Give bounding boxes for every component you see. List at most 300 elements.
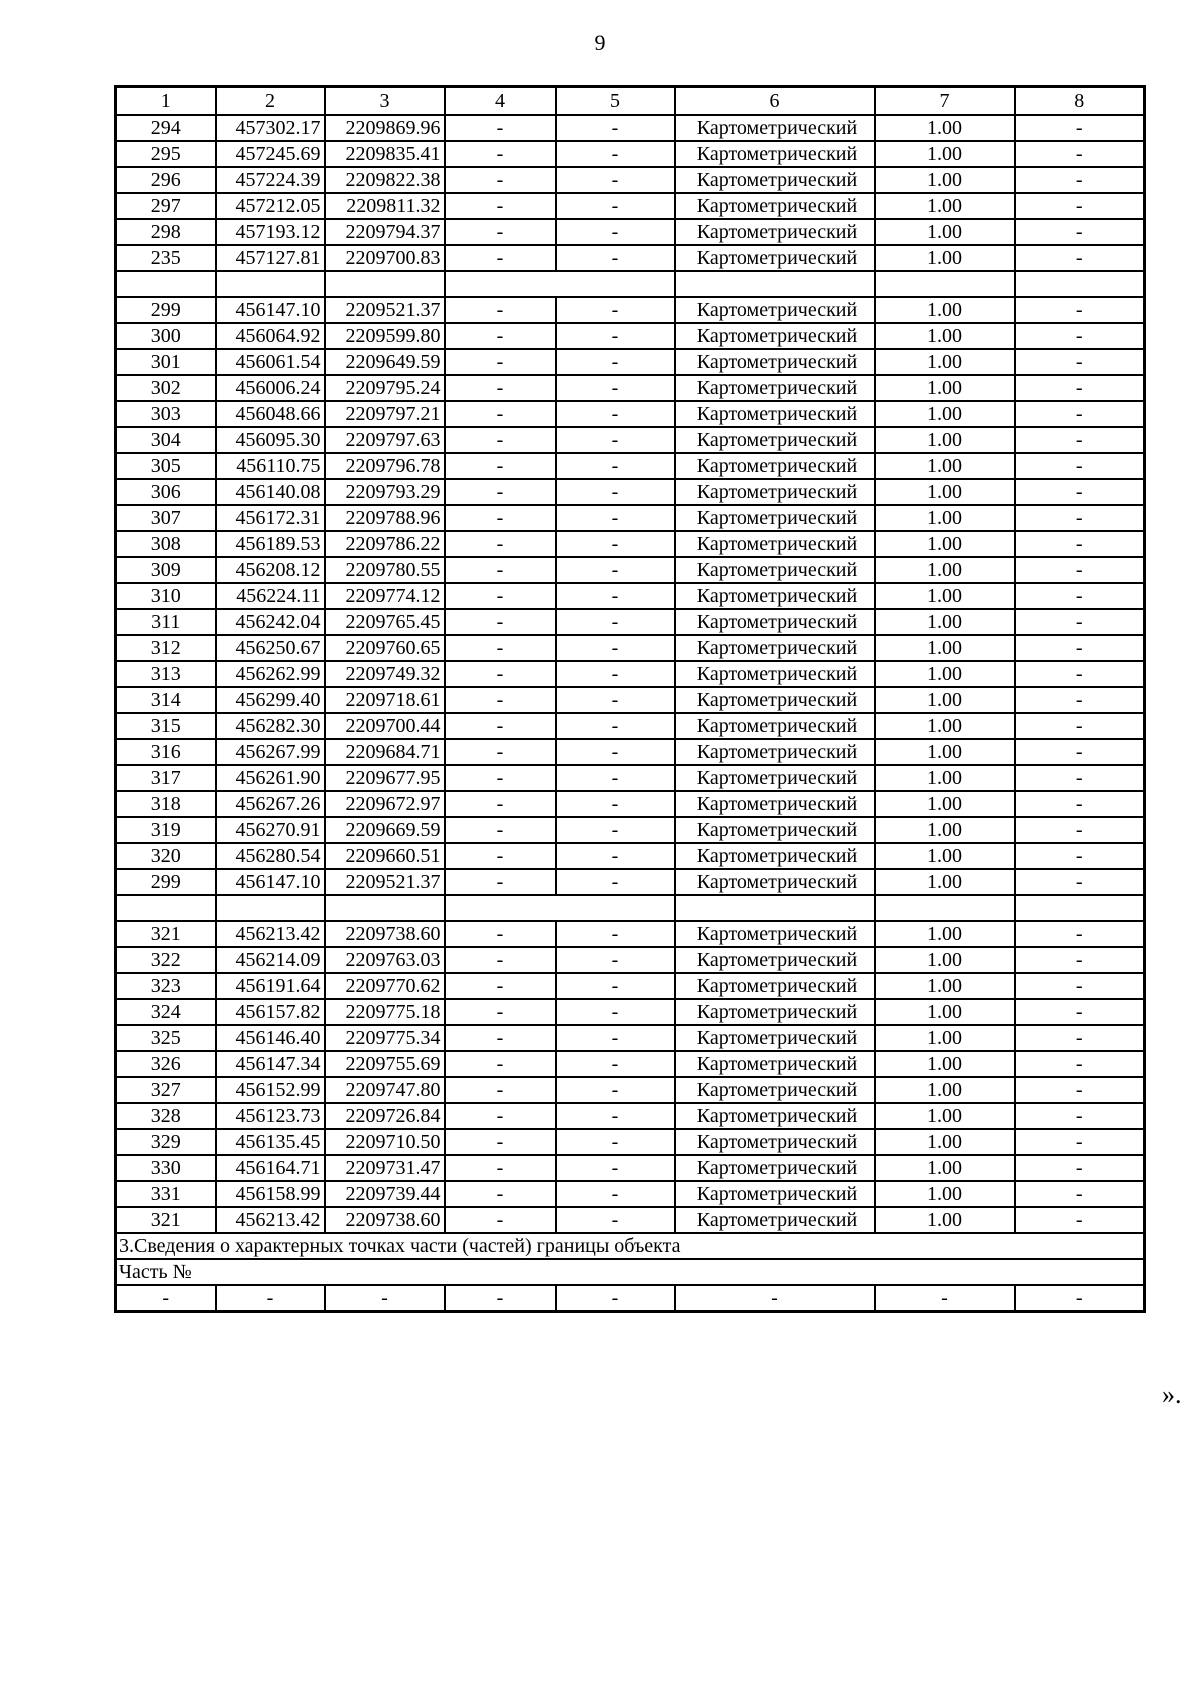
- cell-point-number: 322: [116, 947, 216, 973]
- cell-point-number: 316: [116, 739, 216, 765]
- cell-col-8: -: [1015, 141, 1145, 167]
- cell-col-4: -: [445, 1155, 556, 1181]
- cell-accuracy: 1.00: [875, 505, 1015, 531]
- cell-point-number: 329: [116, 1129, 216, 1155]
- table-row: [116, 921, 1145, 947]
- cell-accuracy: 1.00: [875, 531, 1015, 557]
- cell-col-8: -: [1015, 869, 1145, 895]
- coordinates-table: [114, 85, 1146, 1313]
- cell-accuracy: 1.00: [875, 1051, 1015, 1077]
- cell-method: Картометрический: [675, 557, 875, 583]
- cell-col-5: -: [556, 141, 675, 167]
- cell-col-5: -: [556, 1207, 675, 1233]
- cell-col-5: -: [556, 973, 675, 999]
- table-row: [116, 1051, 1145, 1077]
- table-row: [116, 479, 1145, 505]
- cell-coord-x: 456110.75: [216, 453, 325, 479]
- cell-col-8: -: [1015, 1129, 1145, 1155]
- cell-method: Картометрический: [675, 765, 875, 791]
- table-row: [116, 141, 1145, 167]
- cell-coord-x: 456147.10: [216, 297, 325, 323]
- cell-method: Картометрический: [675, 401, 875, 427]
- cell-coord-x: 456152.99: [216, 1077, 325, 1103]
- cell-method: Картометрический: [675, 479, 875, 505]
- cell-col-5: -: [556, 505, 675, 531]
- cell-col-8: -: [1015, 557, 1145, 583]
- cell-col-5: -: [556, 1129, 675, 1155]
- cell-coord-y: 2209755.69: [325, 1051, 445, 1077]
- table-row: [116, 1129, 1145, 1155]
- cell-coord-y: 2209760.65: [325, 635, 445, 661]
- cell-col-8: -: [1015, 1181, 1145, 1207]
- column-header: 6: [675, 87, 875, 116]
- cell-coord-x: 456299.40: [216, 687, 325, 713]
- cell-col-4: -: [445, 245, 556, 271]
- cell-accuracy: 1.00: [875, 1103, 1015, 1129]
- cell-col-8: -: [1015, 531, 1145, 557]
- table-row: [116, 843, 1145, 869]
- cell-coord-y: 2209795.24: [325, 375, 445, 401]
- cell-accuracy: 1.00: [875, 375, 1015, 401]
- cell-method: Картометрический: [675, 505, 875, 531]
- cell-method: Картометрический: [675, 219, 875, 245]
- cell-col-8: -: [1015, 297, 1145, 323]
- cell-coord-x: 456164.71: [216, 1155, 325, 1181]
- cell-col-4: -: [445, 375, 556, 401]
- table-row: [116, 1103, 1145, 1129]
- section-heading-row: [116, 1233, 1145, 1259]
- cell-coord-x: 456189.53: [216, 531, 325, 557]
- cell-col-4: -: [445, 115, 556, 141]
- cell-coord-x: 456214.09: [216, 947, 325, 973]
- cell-col-5: -: [556, 167, 675, 193]
- cell-method: Картометрический: [675, 167, 875, 193]
- cell-coord-y: 2209811.32: [325, 193, 445, 219]
- cell-col-5: -: [556, 1285, 675, 1312]
- cell-col-5: -: [556, 1155, 675, 1181]
- cell-coord-y: 2209669.59: [325, 817, 445, 843]
- table-row: [116, 713, 1145, 739]
- cell-coord-x: 456191.64: [216, 973, 325, 999]
- cell-col-8: -: [1015, 167, 1145, 193]
- column-header: 2: [216, 87, 325, 116]
- cell-col-5: -: [556, 557, 675, 583]
- cell-point-number: 301: [116, 349, 216, 375]
- cell-coord-y: 2209770.62: [325, 973, 445, 999]
- cell-point-number: 323: [116, 973, 216, 999]
- cell-point-number: 320: [116, 843, 216, 869]
- table-row: [116, 349, 1145, 375]
- cell-method: Картометрический: [675, 817, 875, 843]
- cell-col-4: -: [445, 193, 556, 219]
- cell-col-5: -: [556, 1103, 675, 1129]
- cell-col-5: -: [556, 219, 675, 245]
- cell-accuracy: 1.00: [875, 479, 1015, 505]
- cell-col-5: -: [556, 609, 675, 635]
- cell-coord-x: 456224.11: [216, 583, 325, 609]
- cell-col-8: -: [1015, 245, 1145, 271]
- cell-col-8: -: [1015, 115, 1145, 141]
- empty-cell: [216, 271, 325, 297]
- cell-method: Картометрический: [675, 531, 875, 557]
- cell-point-number: 302: [116, 375, 216, 401]
- cell-method: Картометрический: [675, 687, 875, 713]
- cell-coord-y: 2209835.41: [325, 141, 445, 167]
- cell-col-5: -: [556, 1181, 675, 1207]
- cell-col-5: -: [556, 479, 675, 505]
- cell-point-number: -: [116, 1285, 216, 1312]
- table-row: [116, 947, 1145, 973]
- cell-col-5: -: [556, 427, 675, 453]
- table-row: [116, 817, 1145, 843]
- cell-point-number: 314: [116, 687, 216, 713]
- cell-col-4: -: [445, 323, 556, 349]
- cell-col-4: -: [445, 479, 556, 505]
- cell-coord-x: 456267.26: [216, 791, 325, 817]
- cell-coord-y: 2209786.22: [325, 531, 445, 557]
- cell-method: Картометрический: [675, 1155, 875, 1181]
- cell-coord-x: 456157.82: [216, 999, 325, 1025]
- cell-method: Картометрический: [675, 843, 875, 869]
- cell-coord-x: 456061.54: [216, 349, 325, 375]
- cell-accuracy: 1.00: [875, 323, 1015, 349]
- cell-col-4: -: [445, 765, 556, 791]
- cell-accuracy: 1.00: [875, 791, 1015, 817]
- cell-col-8: -: [1015, 817, 1145, 843]
- cell-method: Картометрический: [675, 999, 875, 1025]
- cell-col-8: -: [1015, 661, 1145, 687]
- cell-coord-y: 2209797.63: [325, 427, 445, 453]
- cell-coord-y: 2209521.37: [325, 869, 445, 895]
- cell-col-8: -: [1015, 791, 1145, 817]
- cell-point-number: 309: [116, 557, 216, 583]
- cell-point-number: 327: [116, 1077, 216, 1103]
- cell-method: Картометрический: [675, 323, 875, 349]
- table-row: [116, 245, 1145, 271]
- cell-col-4: -: [445, 921, 556, 947]
- empty-cell: [675, 271, 875, 297]
- cell-point-number: 303: [116, 401, 216, 427]
- empty-cell: [116, 895, 216, 921]
- table-row: [116, 1155, 1145, 1181]
- column-header: 3: [325, 87, 445, 116]
- cell-coord-x: 456172.31: [216, 505, 325, 531]
- cell-method: Картометрический: [675, 713, 875, 739]
- cell-accuracy: 1.00: [875, 401, 1015, 427]
- cell-point-number: 330: [116, 1155, 216, 1181]
- cell-col-4: -: [445, 141, 556, 167]
- cell-col-8: -: [1015, 583, 1145, 609]
- cell-col-5: -: [556, 661, 675, 687]
- cell-col-8: -: [1015, 973, 1145, 999]
- cell-col-5: -: [556, 193, 675, 219]
- column-header: 8: [1015, 87, 1145, 116]
- cell-col-8: -: [1015, 193, 1145, 219]
- cell-col-5: -: [556, 947, 675, 973]
- table-row: [116, 791, 1145, 817]
- cell-coord-x: 456135.45: [216, 1129, 325, 1155]
- cell-col-8: -: [1015, 765, 1145, 791]
- cell-accuracy: 1.00: [875, 947, 1015, 973]
- cell-point-number: 315: [116, 713, 216, 739]
- cell-accuracy: 1.00: [875, 1025, 1015, 1051]
- cell-col-4: -: [445, 167, 556, 193]
- cell-coord-x: 457193.12: [216, 219, 325, 245]
- table-row: [116, 375, 1145, 401]
- table-row: [116, 167, 1145, 193]
- cell-coord-x: 457212.05: [216, 193, 325, 219]
- cell-col-4: -: [445, 219, 556, 245]
- empty-cell: [875, 895, 1015, 921]
- cell-accuracy: 1.00: [875, 1207, 1015, 1233]
- cell-accuracy: 1.00: [875, 921, 1015, 947]
- cell-coord-x: 456208.12: [216, 557, 325, 583]
- cell-col-8: -: [1015, 687, 1145, 713]
- cell-method: Картометрический: [675, 245, 875, 271]
- cell-point-number: 331: [116, 1181, 216, 1207]
- cell-coord-x: 457302.17: [216, 115, 325, 141]
- table-row: [116, 1025, 1145, 1051]
- cell-coord-y: 2209700.44: [325, 713, 445, 739]
- cell-accuracy: 1.00: [875, 817, 1015, 843]
- cell-col-8: -: [1015, 453, 1145, 479]
- cell-accuracy: -: [875, 1285, 1015, 1312]
- cell-method: Картометрический: [675, 453, 875, 479]
- table-row: [116, 687, 1145, 713]
- cell-coord-y: 2209763.03: [325, 947, 445, 973]
- cell-point-number: 297: [116, 193, 216, 219]
- table-header-row: [116, 87, 1145, 116]
- cell-point-number: 296: [116, 167, 216, 193]
- cell-coord-y: 2209869.96: [325, 115, 445, 141]
- cell-col-8: -: [1015, 739, 1145, 765]
- table-row: [116, 609, 1145, 635]
- cell-accuracy: 1.00: [875, 765, 1015, 791]
- empty-separator-row: [116, 271, 1145, 297]
- table-row: [116, 297, 1145, 323]
- cell-coord-y: 2209796.78: [325, 453, 445, 479]
- table-row: [116, 999, 1145, 1025]
- cell-col-4: -: [445, 453, 556, 479]
- cell-coord-x: 457245.69: [216, 141, 325, 167]
- cell-point-number: 312: [116, 635, 216, 661]
- cell-col-8: -: [1015, 375, 1145, 401]
- cell-coord-y: 2209794.37: [325, 219, 445, 245]
- cell-coord-y: -: [325, 1285, 445, 1312]
- table-row: [116, 531, 1145, 557]
- cell-accuracy: 1.00: [875, 193, 1015, 219]
- table-row: [116, 557, 1145, 583]
- cell-accuracy: 1.00: [875, 557, 1015, 583]
- cell-coord-x: 456147.10: [216, 869, 325, 895]
- page-number: 9: [594, 30, 606, 55]
- cell-method: Картометрический: [675, 869, 875, 895]
- cell-coord-x: 456213.42: [216, 921, 325, 947]
- cell-col-5: -: [556, 1051, 675, 1077]
- cell-col-8: -: [1015, 843, 1145, 869]
- cell-accuracy: 1.00: [875, 661, 1015, 687]
- cell-coord-y: 2209775.18: [325, 999, 445, 1025]
- cell-col-8: -: [1015, 1077, 1145, 1103]
- cell-col-8: -: [1015, 713, 1145, 739]
- column-header: 4: [445, 87, 556, 116]
- cell-point-number: 294: [116, 115, 216, 141]
- cell-col-5: -: [556, 739, 675, 765]
- table-row: [116, 583, 1145, 609]
- cell-method: Картометрический: [675, 1181, 875, 1207]
- cell-col-5: -: [556, 453, 675, 479]
- cell-point-number: 325: [116, 1025, 216, 1051]
- table-row: [116, 219, 1145, 245]
- table-row: [116, 869, 1145, 895]
- cell-accuracy: 1.00: [875, 1129, 1015, 1155]
- cell-coord-y: 2209749.32: [325, 661, 445, 687]
- cell-col-4: -: [445, 1103, 556, 1129]
- cell-coord-y: 2209739.44: [325, 1181, 445, 1207]
- cell-coord-y: 2209726.84: [325, 1103, 445, 1129]
- cell-accuracy: 1.00: [875, 1181, 1015, 1207]
- cell-accuracy: 1.00: [875, 869, 1015, 895]
- cell-coord-y: 2209672.97: [325, 791, 445, 817]
- cell-col-4: -: [445, 869, 556, 895]
- cell-accuracy: 1.00: [875, 453, 1015, 479]
- table-row: [116, 739, 1145, 765]
- cell-point-number: 235: [116, 245, 216, 271]
- cell-method: Картометрический: [675, 921, 875, 947]
- cell-col-8: -: [1015, 947, 1145, 973]
- cell-accuracy: 1.00: [875, 713, 1015, 739]
- cell-col-5: -: [556, 375, 675, 401]
- cell-col-8: -: [1015, 401, 1145, 427]
- cell-coord-x: 456213.42: [216, 1207, 325, 1233]
- cell-coord-x: 456280.54: [216, 843, 325, 869]
- cell-point-number: 324: [116, 999, 216, 1025]
- cell-method: Картометрический: [675, 1207, 875, 1233]
- cell-point-number: 305: [116, 453, 216, 479]
- cell-accuracy: 1.00: [875, 583, 1015, 609]
- cell-col-5: -: [556, 635, 675, 661]
- cell-point-number: 307: [116, 505, 216, 531]
- cell-col-4: -: [445, 973, 556, 999]
- cell-method: Картометрический: [675, 115, 875, 141]
- table-row: [116, 1285, 1145, 1312]
- cell-coord-y: 2209788.96: [325, 505, 445, 531]
- cell-method: Картометрический: [675, 661, 875, 687]
- cell-col-4: -: [445, 1285, 556, 1312]
- empty-cell: [445, 271, 675, 297]
- cell-coord-y: 2209710.50: [325, 1129, 445, 1155]
- cell-method: Картометрический: [675, 297, 875, 323]
- cell-coord-x: 456146.40: [216, 1025, 325, 1051]
- cell-col-8: -: [1015, 635, 1145, 661]
- cell-coord-y: 2209765.45: [325, 609, 445, 635]
- cell-accuracy: 1.00: [875, 297, 1015, 323]
- cell-method: Картометрический: [675, 349, 875, 375]
- cell-col-8: -: [1015, 1285, 1145, 1312]
- cell-col-5: -: [556, 791, 675, 817]
- cell-coord-y: 2209521.37: [325, 297, 445, 323]
- cell-col-5: -: [556, 323, 675, 349]
- cell-method: Картометрический: [675, 947, 875, 973]
- cell-method: Картометрический: [675, 609, 875, 635]
- cell-col-4: -: [445, 1051, 556, 1077]
- cell-coord-x: 456095.30: [216, 427, 325, 453]
- cell-point-number: 299: [116, 297, 216, 323]
- cell-method: Картометрический: [675, 1051, 875, 1077]
- cell-point-number: 299: [116, 869, 216, 895]
- cell-coord-y: 2209731.47: [325, 1155, 445, 1181]
- cell-col-4: -: [445, 349, 556, 375]
- cell-coord-x: 456282.30: [216, 713, 325, 739]
- cell-col-8: -: [1015, 609, 1145, 635]
- section-heading: 3.Сведения о характерных точках части (частей) границы объекта: [116, 1233, 1145, 1259]
- cell-col-5: -: [556, 1077, 675, 1103]
- cell-coord-y: 2209780.55: [325, 557, 445, 583]
- cell-coord-x: 456262.99: [216, 661, 325, 687]
- cell-coord-x: 456006.24: [216, 375, 325, 401]
- cell-col-5: -: [556, 921, 675, 947]
- cell-coord-x: -: [216, 1285, 325, 1312]
- cell-col-4: -: [445, 297, 556, 323]
- cell-col-4: -: [445, 791, 556, 817]
- empty-separator-row: [116, 895, 1145, 921]
- cell-accuracy: 1.00: [875, 973, 1015, 999]
- cell-col-8: -: [1015, 921, 1145, 947]
- cell-accuracy: 1.00: [875, 1077, 1015, 1103]
- cell-col-5: -: [556, 999, 675, 1025]
- cell-col-5: -: [556, 869, 675, 895]
- cell-col-8: -: [1015, 427, 1145, 453]
- cell-point-number: 326: [116, 1051, 216, 1077]
- cell-point-number: 328: [116, 1103, 216, 1129]
- empty-cell: [675, 895, 875, 921]
- cell-accuracy: 1.00: [875, 115, 1015, 141]
- table-row: [116, 401, 1145, 427]
- cell-col-8: -: [1015, 1025, 1145, 1051]
- cell-coord-x: 456147.34: [216, 1051, 325, 1077]
- cell-col-8: -: [1015, 505, 1145, 531]
- cell-method: Картометрический: [675, 973, 875, 999]
- cell-coord-y: 2209775.34: [325, 1025, 445, 1051]
- table-row: [116, 505, 1145, 531]
- cell-col-5: -: [556, 531, 675, 557]
- empty-cell: [875, 271, 1015, 297]
- cell-coord-x: 456048.66: [216, 401, 325, 427]
- cell-method: Картометрический: [675, 635, 875, 661]
- cell-coord-x: 457224.39: [216, 167, 325, 193]
- cell-coord-x: 456140.08: [216, 479, 325, 505]
- cell-coord-x: 456123.73: [216, 1103, 325, 1129]
- cell-point-number: 321: [116, 1207, 216, 1233]
- table-row: [116, 1207, 1145, 1233]
- cell-col-4: -: [445, 687, 556, 713]
- table-row: [116, 1077, 1145, 1103]
- empty-cell: [325, 271, 445, 297]
- cell-accuracy: 1.00: [875, 739, 1015, 765]
- cell-point-number: 304: [116, 427, 216, 453]
- table-row: [116, 193, 1145, 219]
- cell-coord-y: 2209747.80: [325, 1077, 445, 1103]
- cell-coord-y: 2209700.83: [325, 245, 445, 271]
- cell-col-5: -: [556, 687, 675, 713]
- cell-coord-y: 2209677.95: [325, 765, 445, 791]
- cell-col-4: -: [445, 583, 556, 609]
- cell-col-8: -: [1015, 1103, 1145, 1129]
- cell-col-8: -: [1015, 1207, 1145, 1233]
- empty-cell: [1015, 271, 1145, 297]
- cell-col-8: -: [1015, 323, 1145, 349]
- cell-point-number: 298: [116, 219, 216, 245]
